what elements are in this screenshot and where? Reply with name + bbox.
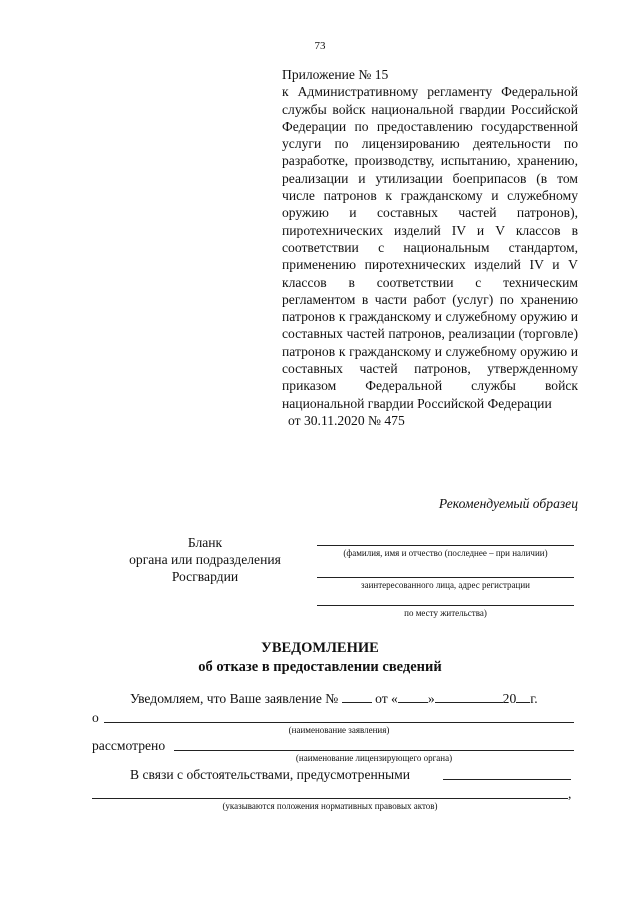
application-number-field[interactable]	[342, 690, 372, 703]
applicant-name-line[interactable]	[317, 545, 574, 546]
notice-title: УВЕДОМЛЕНИЕ	[261, 640, 379, 656]
line1-prefix: Уведомляем, что Ваше заявление №	[130, 691, 339, 706]
application-year-field[interactable]	[516, 690, 530, 703]
licensing-authority-caption: (наименование лицензирующего органа)	[295, 753, 453, 763]
applicant-address-caption: заинтересованного лица, адрес регистрации	[361, 580, 530, 590]
appendix-block	[282, 66, 578, 429]
line3-prefix: рассмотрено	[92, 738, 166, 753]
applicant-residence-caption: по месту жительства)	[404, 608, 487, 618]
application-name-field[interactable]	[104, 722, 574, 723]
applicant-name-field[interactable]	[317, 545, 574, 558]
applicant-residence-field[interactable]	[317, 605, 574, 618]
line1-from: от «	[375, 691, 398, 706]
appendix-body: к Административному регламенту Федеральной службы войск национальной гвардии Российской Федерации по предоставлению государственной услуги по лицензированию деятельности по разработке, производству, испытанию, хранению, реализации и утилизации боеприпасов (в том числе патронов к гражданскому и служебному оружию и составных частей патронов), пиротехнических изделий IV и V классов в соответствии с национальным стандартом, применению пиротехнических изделий IV и V классов в соответствии с техническим регламентом в части работ (услуг) по хранению патронов к гражданскому и служебному оружию и составных частей патронов, реализации (торговле) патронов к гражданскому и служебному оружию и составных частей патронов, утвержденному приказом Федеральной службы войск национальной гвардии Российской Федерации	[282, 84, 578, 411]
grounds-caption: (указываются положения нормативных правовых актов)	[222, 801, 438, 811]
line2-prefix: о	[92, 710, 99, 725]
applicant-residence-line[interactable]	[317, 605, 574, 606]
letterhead-blank	[100, 534, 310, 585]
applicant-name-caption: (фамилия, имя и отчество (последнее – при наличии)	[343, 548, 548, 558]
appendix-title: Приложение № 15	[282, 67, 389, 82]
blank-line-1: Бланк	[187, 535, 223, 550]
line1-suffix: г.	[530, 691, 538, 706]
sample-label: Рекомендуемый образец	[438, 496, 578, 511]
applicant-address-line[interactable]	[317, 577, 574, 578]
blank-line-3: Росгвардии	[171, 569, 239, 584]
page-number: 73	[314, 40, 326, 52]
application-day-field[interactable]	[398, 690, 428, 703]
applicant-address-field[interactable]	[317, 577, 574, 590]
line5-end: ,	[568, 786, 572, 801]
notice-subtitle: об отказе в предоставлении сведений	[198, 659, 442, 675]
application-name-caption: (наименование заявления)	[288, 725, 390, 735]
blank-line-2: органа или подразделения	[129, 552, 281, 567]
grounds-field[interactable]	[92, 798, 568, 799]
licensing-authority-field[interactable]	[174, 750, 574, 751]
appendix-date: от 30.11.2020 № 475	[288, 412, 405, 428]
line1-year: 20	[502, 691, 517, 706]
line4-text: В связи с обстоятельствами, предусмотренными	[130, 767, 411, 782]
form-line-1	[130, 690, 538, 707]
application-month-field[interactable]	[435, 690, 503, 703]
line1-quote: »	[427, 691, 435, 706]
grounds-field-start[interactable]	[443, 779, 571, 780]
